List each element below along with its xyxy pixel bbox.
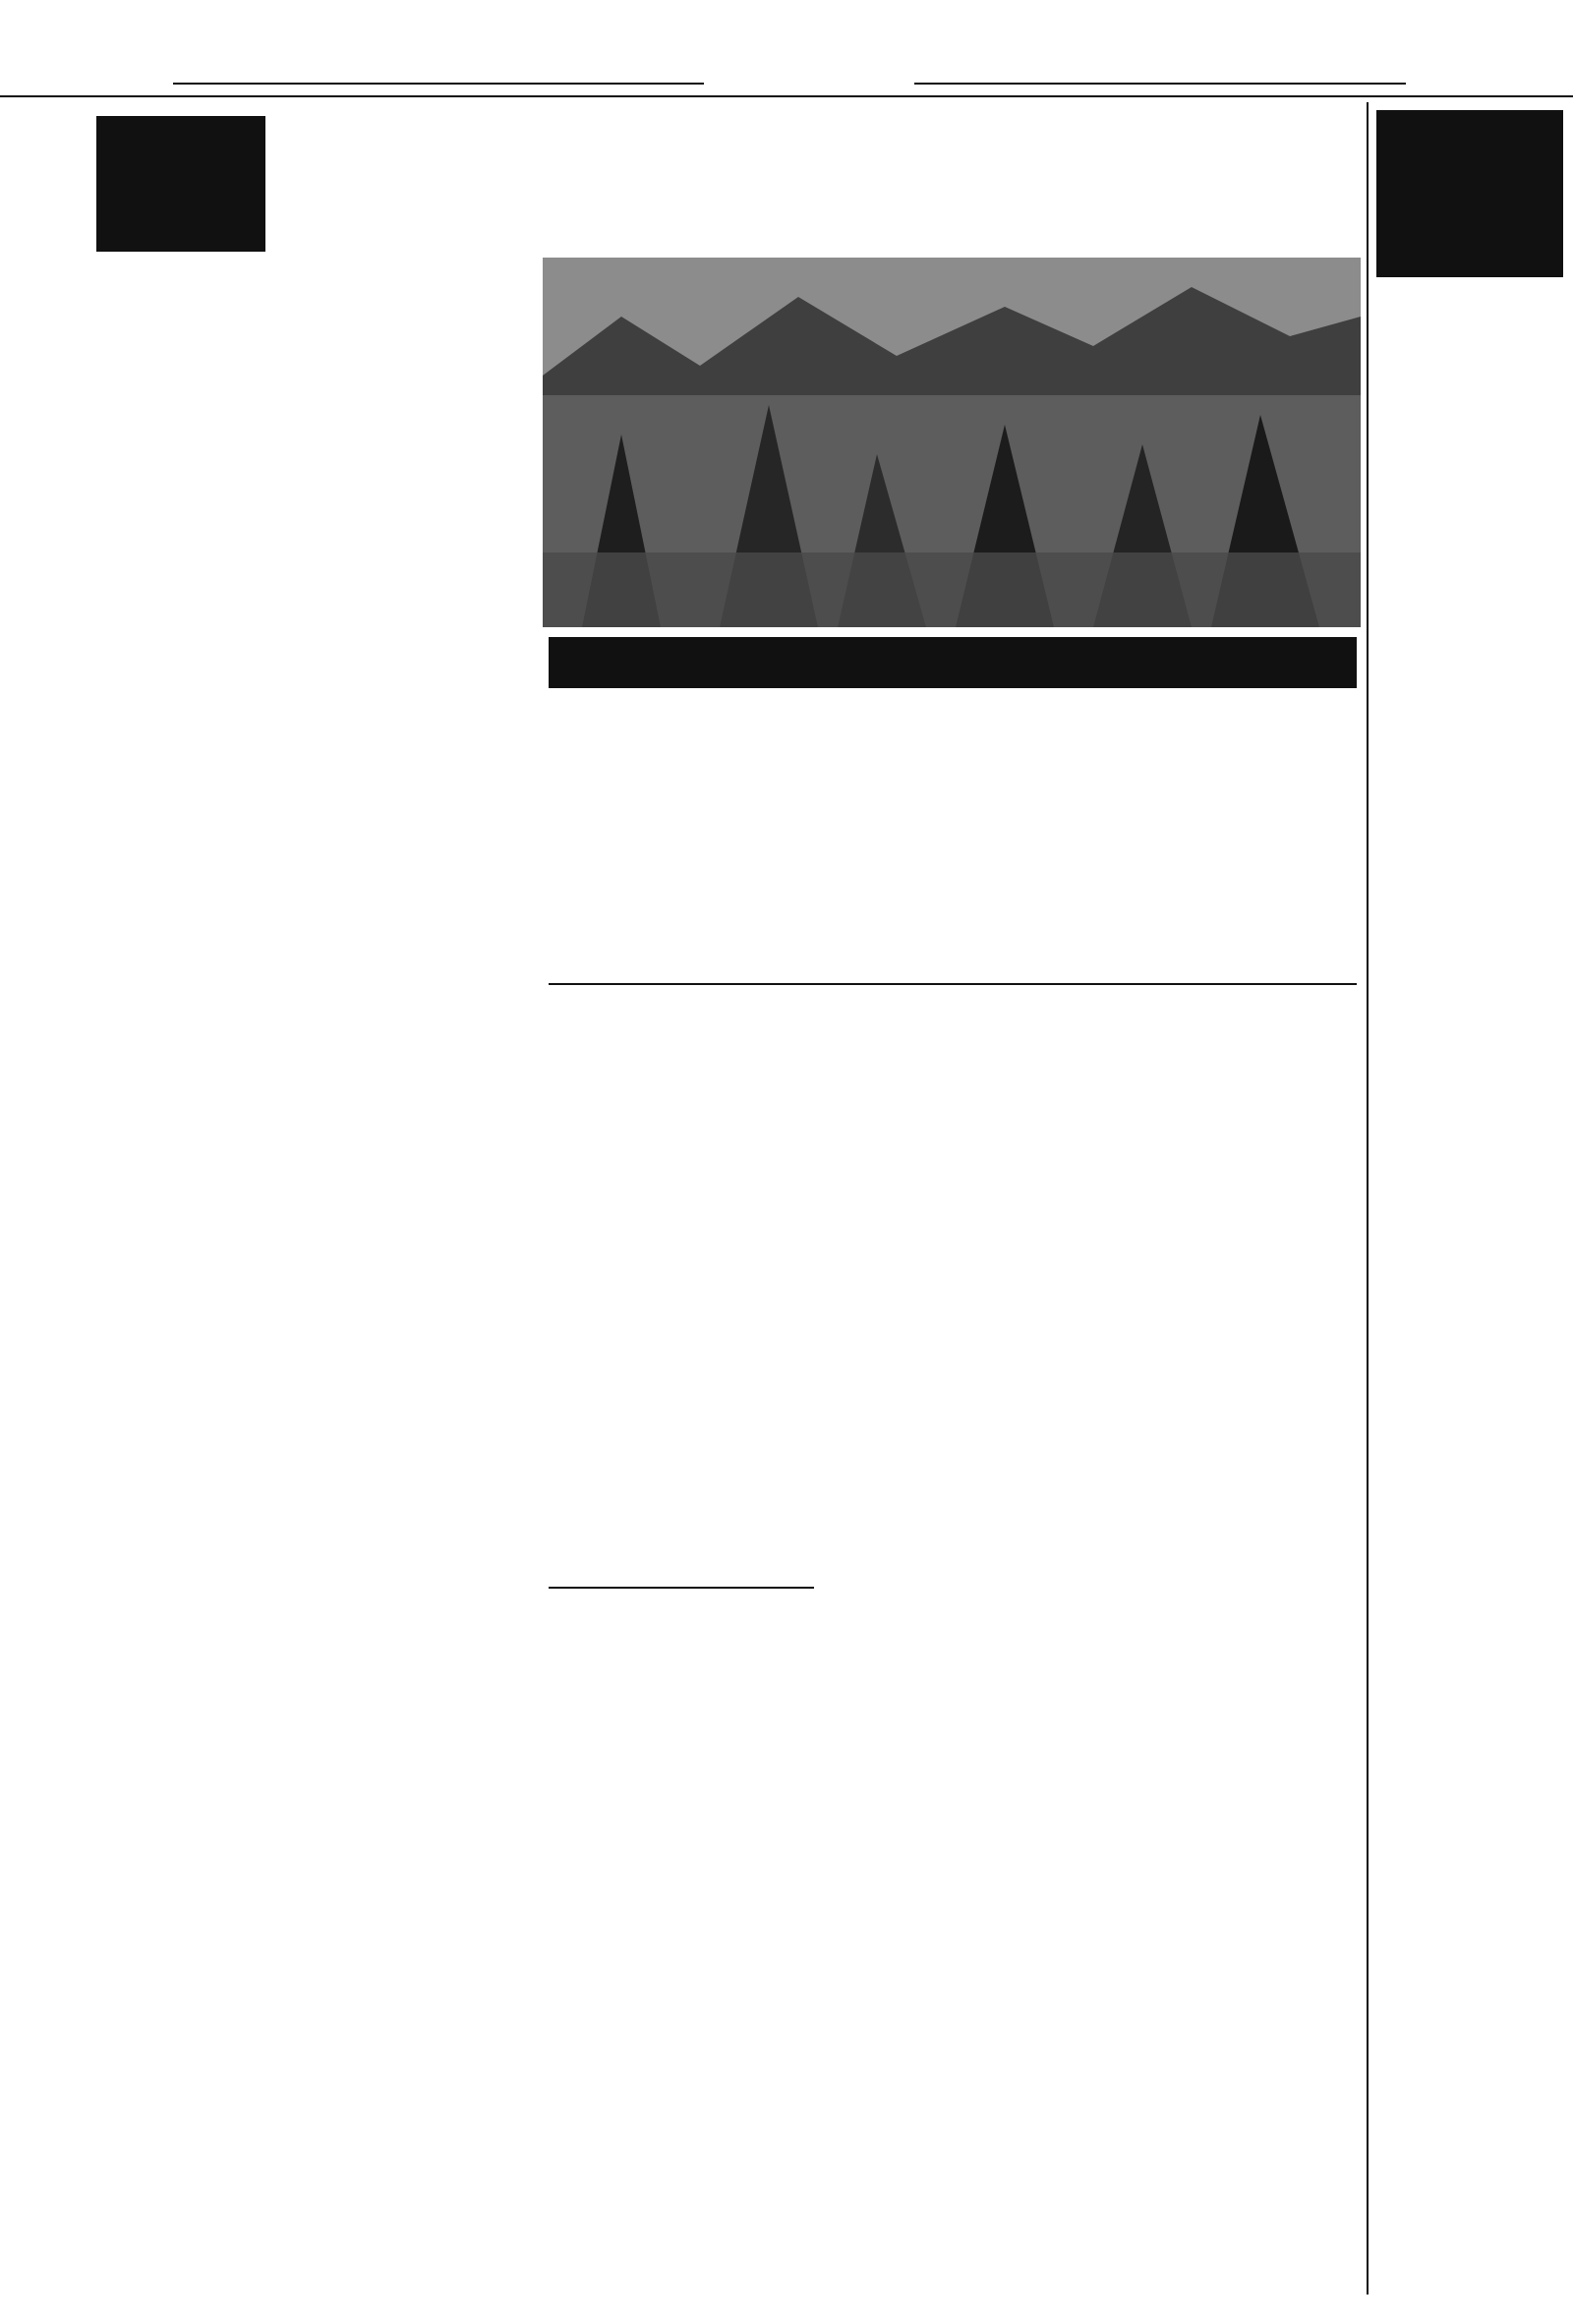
shameless-top-rule	[549, 1587, 814, 1589]
header-underline	[0, 95, 1573, 97]
header-rule-right	[914, 83, 1406, 85]
main-intro	[92, 499, 533, 647]
quake-divider	[549, 983, 1357, 985]
kicker-box	[96, 116, 265, 252]
header-rule-left	[173, 83, 704, 85]
headline-1-wrap	[295, 102, 1357, 250]
kerkyra-col-c	[1074, 1164, 1357, 2271]
quake-banner	[549, 637, 1357, 688]
quake-col-b	[956, 757, 1357, 944]
quake-col-a	[551, 757, 944, 944]
shameless-body	[551, 1895, 1058, 2279]
kerkyra-col-b	[824, 1351, 1060, 1941]
sidebar-left-rule	[1367, 102, 1369, 2295]
main-col-1	[92, 668, 307, 2295]
main-col-2	[317, 668, 537, 2295]
main-photo	[543, 258, 1361, 627]
kerkyra-headline-wrap	[551, 1034, 1357, 1123]
sidebar-box	[1376, 110, 1563, 277]
kerkyra-col-a	[551, 1164, 806, 1577]
